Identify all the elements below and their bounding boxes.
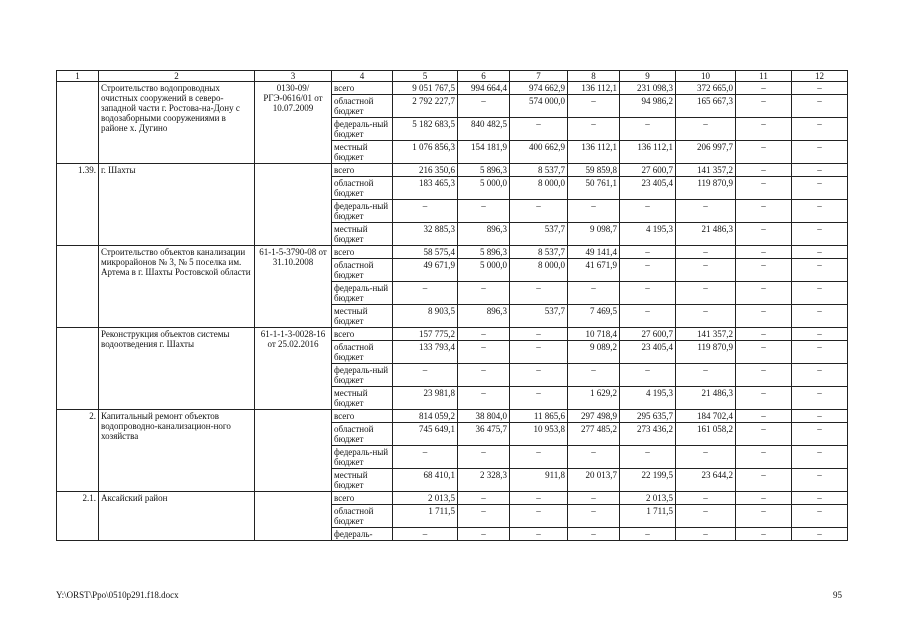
amount-cell: – [792, 259, 848, 282]
amount-cell: – [736, 223, 792, 246]
funding-source: областной бюджет [332, 177, 393, 200]
amount-cell: – [568, 492, 620, 505]
amount-cell: – [458, 200, 510, 223]
amount-cell: – [676, 528, 736, 541]
amount-cell: 119 870,9 [676, 177, 736, 200]
amount-cell: – [510, 446, 568, 469]
amount-cell: 896,3 [458, 305, 510, 328]
funding-source: всего [332, 82, 393, 95]
amount-cell: 2 013,5 [393, 492, 458, 505]
amount-cell: 9 098,7 [568, 223, 620, 246]
col-header: 4 [332, 71, 393, 82]
amount-cell: 206 997,7 [676, 141, 736, 164]
amount-cell: – [736, 177, 792, 200]
table-row [57, 246, 848, 259]
amount-cell: – [792, 200, 848, 223]
amount-cell: – [510, 341, 568, 364]
table-row [57, 492, 848, 505]
document-code: 0130-09/РГЭ-0616/01 от 10.07.2009 [255, 82, 332, 164]
amount-cell: 4 195,3 [620, 223, 676, 246]
amount-cell: 136 112,1 [620, 141, 676, 164]
amount-cell: – [792, 328, 848, 341]
amount-cell: – [676, 246, 736, 259]
amount-cell: 1 711,5 [393, 505, 458, 528]
amount-cell: – [736, 259, 792, 282]
amount-cell: – [736, 492, 792, 505]
amount-cell: – [792, 341, 848, 364]
amount-cell: – [510, 492, 568, 505]
amount-cell: 36 475,7 [458, 423, 510, 446]
amount-cell: 974 662,9 [510, 82, 568, 95]
amount-cell: – [736, 505, 792, 528]
amount-cell: – [792, 505, 848, 528]
amount-cell: – [736, 164, 792, 177]
document-code: 61-1-5-3790-08 от 31.10.2008 [255, 246, 332, 328]
col-header: 2 [99, 71, 255, 82]
amount-cell: – [736, 118, 792, 141]
funding-source: всего [332, 246, 393, 259]
funding-source: областной бюджет [332, 423, 393, 446]
funding-source: областной бюджет [332, 505, 393, 528]
amount-cell: 5 182 683,5 [393, 118, 458, 141]
table-row [57, 328, 848, 341]
amount-cell: – [458, 492, 510, 505]
amount-cell: 372 665,0 [676, 82, 736, 95]
amount-cell: – [736, 305, 792, 328]
amount-cell: – [792, 423, 848, 446]
amount-cell: – [458, 387, 510, 410]
amount-cell: 8 537,7 [510, 246, 568, 259]
amount-cell: 161 058,2 [676, 423, 736, 446]
amount-cell: – [792, 305, 848, 328]
amount-cell: 745 649,1 [393, 423, 458, 446]
amount-cell: 21 486,3 [676, 223, 736, 246]
amount-cell: 22 199,5 [620, 469, 676, 492]
amount-cell: 41 671,9 [568, 259, 620, 282]
amount-cell: – [792, 528, 848, 541]
amount-cell: – [510, 387, 568, 410]
amount-cell: 10 953,8 [510, 423, 568, 446]
amount-cell: 814 059,2 [393, 410, 458, 423]
amount-cell: 136 112,1 [568, 141, 620, 164]
amount-cell: 157 775,2 [393, 328, 458, 341]
amount-cell: – [736, 328, 792, 341]
document-code [255, 164, 332, 246]
amount-cell: 840 482,5 [458, 118, 510, 141]
amount-cell: – [736, 341, 792, 364]
amount-cell: – [792, 410, 848, 423]
document-code: 61-1-1-3-0028-16 от 25.02.2016 [255, 328, 332, 410]
amount-cell: – [676, 492, 736, 505]
amount-cell: 32 885,3 [393, 223, 458, 246]
amount-cell: – [568, 446, 620, 469]
amount-cell: – [620, 118, 676, 141]
amount-cell: – [393, 282, 458, 305]
amount-cell: – [736, 446, 792, 469]
amount-cell: – [792, 469, 848, 492]
amount-cell: 5 000,0 [458, 177, 510, 200]
amount-cell: – [676, 259, 736, 282]
amount-cell: 165 667,3 [676, 95, 736, 118]
amount-cell: – [736, 141, 792, 164]
amount-cell: – [568, 118, 620, 141]
amount-cell: – [736, 410, 792, 423]
amount-cell: – [676, 446, 736, 469]
table-row [57, 164, 848, 177]
amount-cell: 11 865,6 [510, 410, 568, 423]
funding-source: федераль-ный бюджет [332, 446, 393, 469]
amount-cell: 8 903,5 [393, 305, 458, 328]
amount-cell: 59 859,8 [568, 164, 620, 177]
item-name: г. Шахты [99, 164, 255, 246]
amount-cell: 2 792 227,7 [393, 95, 458, 118]
amount-cell: – [568, 364, 620, 387]
item-name: Реконструкция объектов системы водоотведения г. Шахты [99, 328, 255, 410]
funding-source: федераль-ный бюджет [332, 364, 393, 387]
amount-cell: 537,7 [510, 305, 568, 328]
amount-cell: – [510, 328, 568, 341]
amount-cell: – [792, 282, 848, 305]
amount-cell: – [510, 505, 568, 528]
amount-cell: 5 000,0 [458, 259, 510, 282]
col-header: 5 [393, 71, 458, 82]
funding-source: всего [332, 410, 393, 423]
amount-cell: – [510, 118, 568, 141]
amount-cell: – [792, 223, 848, 246]
amount-cell: 58 575,4 [393, 246, 458, 259]
funding-source: местный бюджет [332, 469, 393, 492]
item-name: Строительство водопроводных очистных сооружений в северо-западной части г. Ростова-на-Дону с водозаборными сооружениями в районе х. Дугино [99, 82, 255, 164]
funding-source: местный бюджет [332, 223, 393, 246]
amount-cell: – [792, 446, 848, 469]
amount-cell: – [736, 528, 792, 541]
amount-cell: – [736, 282, 792, 305]
amount-cell: 9 089,2 [568, 341, 620, 364]
funding-source: местный бюджет [332, 387, 393, 410]
amount-cell: 8 000,0 [510, 259, 568, 282]
item-name: Капитальный ремонт объектов водопроводно-канализацион-ного хозяйства [99, 410, 255, 492]
amount-cell: 1 076 856,3 [393, 141, 458, 164]
amount-cell: 23 644,2 [676, 469, 736, 492]
amount-cell: – [736, 387, 792, 410]
amount-cell: 50 761,1 [568, 177, 620, 200]
col-header: 10 [676, 71, 736, 82]
amount-cell: 277 485,2 [568, 423, 620, 446]
amount-cell: – [510, 364, 568, 387]
amount-cell: 8 000,0 [510, 177, 568, 200]
funding-source: федераль-ный бюджет [332, 118, 393, 141]
funding-source: всего [332, 328, 393, 341]
amount-cell: – [736, 95, 792, 118]
item-name: Строительство объектов канализации микрорайонов № 3, № 5 поселка им. Артема в г. Шахты Ростовской области [99, 246, 255, 328]
funding-source: всего [332, 492, 393, 505]
amount-cell: – [676, 305, 736, 328]
amount-cell: 133 793,4 [393, 341, 458, 364]
amount-cell: – [620, 364, 676, 387]
amount-cell: 183 465,3 [393, 177, 458, 200]
amount-cell: 27 600,7 [620, 164, 676, 177]
item-number [57, 328, 99, 410]
amount-cell: 9 051 767,5 [393, 82, 458, 95]
amount-cell: 273 436,2 [620, 423, 676, 446]
document-code [255, 492, 332, 541]
amount-cell: 1 711,5 [620, 505, 676, 528]
amount-cell: 297 498,9 [568, 410, 620, 423]
amount-cell: 5 896,3 [458, 246, 510, 259]
amount-cell: – [458, 328, 510, 341]
amount-cell: 2 013,5 [620, 492, 676, 505]
amount-cell: – [620, 200, 676, 223]
amount-cell: – [458, 446, 510, 469]
funding-source: областной бюджет [332, 259, 393, 282]
amount-cell: 119 870,9 [676, 341, 736, 364]
amount-cell: – [736, 423, 792, 446]
amount-cell: – [736, 469, 792, 492]
amount-cell: – [458, 505, 510, 528]
amount-cell: – [620, 305, 676, 328]
amount-cell: – [393, 446, 458, 469]
amount-cell: 295 635,7 [620, 410, 676, 423]
amount-cell: – [458, 528, 510, 541]
amount-cell: – [792, 95, 848, 118]
amount-cell: 896,3 [458, 223, 510, 246]
amount-cell: – [393, 200, 458, 223]
amount-cell: 27 600,7 [620, 328, 676, 341]
amount-cell: – [620, 246, 676, 259]
funding-source: местный бюджет [332, 141, 393, 164]
col-header: 7 [510, 71, 568, 82]
amount-cell: – [676, 200, 736, 223]
amount-cell: – [620, 528, 676, 541]
file-path: Y:\ORST\Ppo\0510p291.f18.docx [56, 590, 179, 600]
amount-cell: 231 098,3 [620, 82, 676, 95]
amount-cell: – [458, 282, 510, 305]
amount-cell: – [676, 118, 736, 141]
table-row [57, 82, 848, 95]
col-header: 6 [458, 71, 510, 82]
amount-cell: 68 410,1 [393, 469, 458, 492]
amount-cell: 1 629,2 [568, 387, 620, 410]
amount-cell: 94 986,2 [620, 95, 676, 118]
amount-cell: 400 662,9 [510, 141, 568, 164]
amount-cell: – [568, 528, 620, 541]
funding-source: федераль-ный бюджет [332, 282, 393, 305]
amount-cell: – [792, 118, 848, 141]
col-header: 11 [736, 71, 792, 82]
amount-cell: – [568, 200, 620, 223]
amount-cell: – [568, 505, 620, 528]
amount-cell: – [620, 282, 676, 305]
amount-cell: – [510, 282, 568, 305]
amount-cell: – [393, 528, 458, 541]
table-row [57, 410, 848, 423]
item-number: 1.39. [57, 164, 99, 246]
amount-cell: – [792, 177, 848, 200]
amount-cell: – [792, 364, 848, 387]
item-number: 2. [57, 410, 99, 492]
funding-source: всего [332, 164, 393, 177]
amount-cell: – [792, 141, 848, 164]
item-number [57, 246, 99, 328]
amount-cell: 154 181,9 [458, 141, 510, 164]
amount-cell: 7 469,5 [568, 305, 620, 328]
amount-cell: 23 405,4 [620, 177, 676, 200]
amount-cell: – [792, 492, 848, 505]
funding-source: федераль- [332, 528, 393, 541]
amount-cell: – [736, 364, 792, 387]
amount-cell: 49 671,9 [393, 259, 458, 282]
col-header: 1 [57, 71, 99, 82]
col-header: 9 [620, 71, 676, 82]
item-number: 2.1. [57, 492, 99, 541]
amount-cell: – [792, 82, 848, 95]
amount-cell: 21 486,3 [676, 387, 736, 410]
amount-cell: 38 804,0 [458, 410, 510, 423]
amount-cell: – [792, 164, 848, 177]
amount-cell: – [393, 364, 458, 387]
amount-cell: – [458, 364, 510, 387]
amount-cell: 184 702,4 [676, 410, 736, 423]
amount-cell: – [568, 282, 620, 305]
amount-cell: – [510, 200, 568, 223]
amount-cell: 4 195,3 [620, 387, 676, 410]
col-header: 3 [255, 71, 332, 82]
amount-cell: – [736, 246, 792, 259]
amount-cell: 574 000,0 [510, 95, 568, 118]
amount-cell: – [676, 505, 736, 528]
funding-source: местный бюджет [332, 305, 393, 328]
item-number [57, 82, 99, 164]
amount-cell: 141 357,2 [676, 164, 736, 177]
funding-source: федераль-ный бюджет [332, 200, 393, 223]
amount-cell: – [458, 341, 510, 364]
col-header: 12 [792, 71, 848, 82]
funding-source: областной бюджет [332, 95, 393, 118]
amount-cell: – [510, 528, 568, 541]
document-code [255, 410, 332, 492]
amount-cell: – [620, 446, 676, 469]
amount-cell: 994 664,4 [458, 82, 510, 95]
amount-cell: 23 405,4 [620, 341, 676, 364]
amount-cell: – [736, 200, 792, 223]
amount-cell: 141 357,2 [676, 328, 736, 341]
col-header: 8 [568, 71, 620, 82]
amount-cell: – [676, 364, 736, 387]
amount-cell: – [676, 282, 736, 305]
amount-cell: 20 013,7 [568, 469, 620, 492]
amount-cell: – [458, 95, 510, 118]
amount-cell: 911,8 [510, 469, 568, 492]
amount-cell: 49 141,4 [568, 246, 620, 259]
funding-source: областной бюджет [332, 341, 393, 364]
amount-cell: 2 328,3 [458, 469, 510, 492]
amount-cell: 8 537,7 [510, 164, 568, 177]
amount-cell: – [792, 387, 848, 410]
amount-cell: – [620, 259, 676, 282]
amount-cell: 23 981,8 [393, 387, 458, 410]
amount-cell: 537,7 [510, 223, 568, 246]
amount-cell: – [792, 246, 848, 259]
column-number-row [57, 71, 848, 82]
amount-cell: 216 350,6 [393, 164, 458, 177]
budget-table [56, 70, 848, 541]
item-name: Аксайский район [99, 492, 255, 541]
amount-cell: – [736, 82, 792, 95]
page-number: 95 [833, 590, 842, 600]
amount-cell: 5 896,3 [458, 164, 510, 177]
amount-cell: 136 112,1 [568, 82, 620, 95]
amount-cell: – [568, 95, 620, 118]
amount-cell: 10 718,4 [568, 328, 620, 341]
